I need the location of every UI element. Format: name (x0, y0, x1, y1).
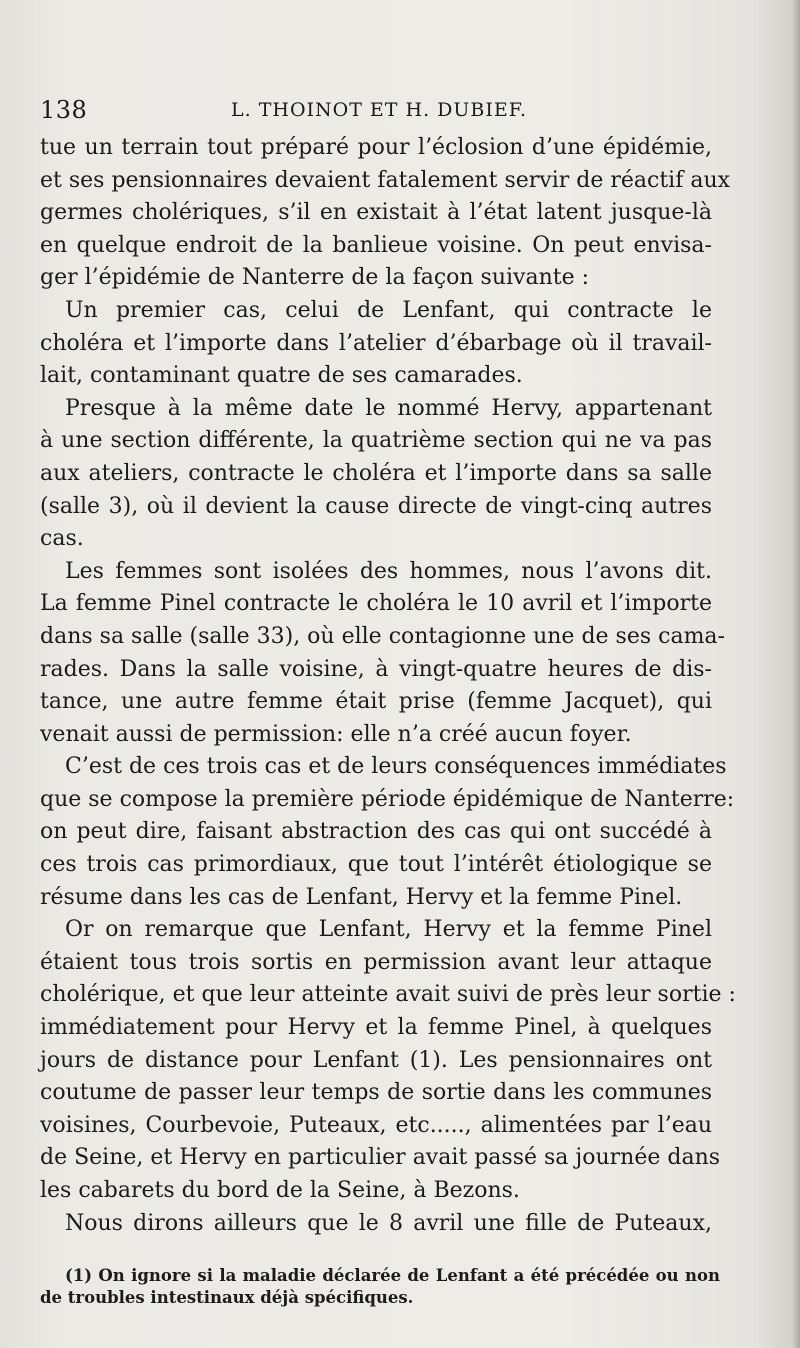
text-line: tue un terrain tout préparé pour l’éclosion d’une épidémie, (40, 135, 712, 160)
page-header (40, 96, 740, 126)
text-line: rades. Dans la salle voisine, à vingt-quatre heures de dis- (40, 656, 712, 682)
text-line: ger l’épidémie de Nanterre de la façon suivante : (40, 265, 590, 291)
text-line: que se compose la première période épidémique de Nanterre: (40, 786, 735, 812)
text-line: venait aussi de permission: elle n’a créé aucun foyer. (40, 721, 632, 747)
footnote-line: de troubles intestinaux déjà spécifiques. (40, 1288, 414, 1307)
text-line: on peut dire, faisant abstraction des cas qui ont succédé à (40, 819, 712, 845)
text-line: Nous dirons ailleurs que le 8 avril une fille de Puteaux, (65, 1210, 712, 1236)
text-line: C’est de ces trois cas et de leurs conséquences immédiates (65, 754, 727, 780)
footnote-line: (1) On ignore si la maladie déclarée de Lenfant a été précédée ou non (65, 1266, 720, 1285)
body-text (40, 132, 736, 1240)
text-line: de Seine, et Hervy en particulier avait passé sa journée dans (40, 1145, 721, 1171)
text-line: (salle 3), où il devient la cause directe de vingt-cinq autres (40, 493, 712, 519)
text-line: Les femmes sont isolées des hommes, nous l’avons dit. (65, 558, 712, 584)
text-line: Or on remarque que Lenfant, Hervy et la femme Pinel (65, 917, 712, 943)
text-line: dans sa salle (salle 33), où elle contagionne une de ses cama- (40, 623, 725, 649)
text-line: résume dans les cas de Lenfant, Hervy et la femme Pinel. (40, 884, 683, 910)
text-line: tance, une autre femme était prise (femme Jacquet), qui (40, 689, 712, 715)
running-head: L. THOINOT ET H. DUBIEF. (231, 99, 528, 121)
text-line: en quelque endroit de la banlieue voisine. On peut envisa- (40, 232, 712, 258)
text-line: et ses pensionnaires devaient fatalement servir de réactif aux (40, 167, 731, 193)
text-line: La femme Pinel contracte le choléra le 10 avril et l’importe (40, 591, 712, 617)
page-number: 138 (40, 96, 88, 124)
text-line: Presque à la même date le nommé Hervy, appartenant (65, 395, 712, 421)
text-line: à une section différente, la quatrième section qui ne va pas (40, 428, 712, 454)
text-line: immédiatement pour Hervy et la femme Pinel, à quelques (40, 1015, 712, 1041)
text-line: choléra et l’importe dans l’atelier d’ébarbage où il travail- (40, 330, 712, 356)
text-line: aux ateliers, contracte le choléra et l’importe dans sa salle (40, 460, 712, 486)
text-line: germes cholériques, s’il en existait à l’état latent jusque-là (40, 200, 712, 226)
text-line: ces trois cas primordiaux, que tout l’intérêt étiologique se (40, 852, 712, 878)
text-line: les cabarets du bord de la Seine, à Bezons. (40, 1178, 520, 1203)
text-line: cholérique, et que leur atteinte avait suivi de près leur sortie : (40, 982, 736, 1008)
page-edge-shadow (792, 0, 800, 1348)
footnote (40, 1265, 720, 1309)
text-line: coutume de passer leur temps de sortie dans les communes (40, 1080, 712, 1106)
text-line: étaient tous trois sortis en permission avant leur attaque (40, 949, 712, 975)
text-line: Un premier cas, celui de Lenfant, qui contracte le (65, 297, 712, 323)
text-line: lait, contaminant quatre de ses camarades. (40, 363, 523, 389)
text-line: cas. (40, 526, 84, 552)
text-line: jours de distance pour Lenfant (1). Les pensionnaires ont (40, 1047, 712, 1073)
text-line: voisines, Courbevoie, Puteaux, etc....., alimentées par l’eau (40, 1112, 712, 1138)
